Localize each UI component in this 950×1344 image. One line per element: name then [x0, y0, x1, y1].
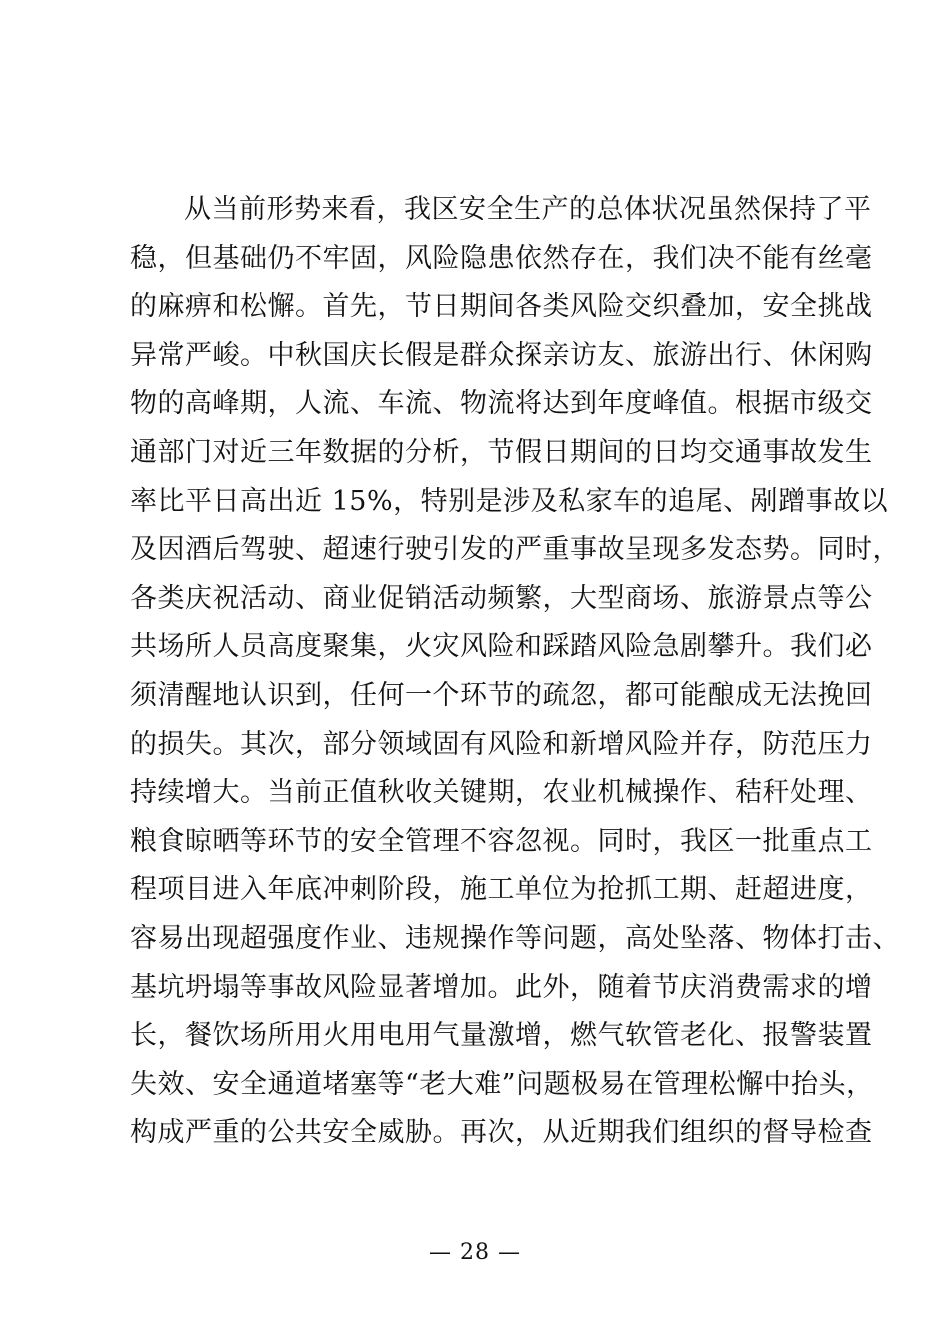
text-line: 基坑坍塌等事故风险显著增加。此外，随着节庆消费需求的增 [130, 971, 873, 1003]
text-line: 的损失。其次，部分领域固有风险和新增风险并存，防范压力 [130, 728, 873, 760]
text-line: 须清醒地认识到，任何一个环节的疏忽，都可能酿成无法挽回 [130, 679, 873, 711]
text-line: 异常严峻。中秋国庆长假是群众探亲访友、旅游出行、休闲购 [130, 339, 873, 371]
text-line: 物的高峰期，人流、车流、物流将达到年度峰值。根据市级交 [130, 388, 873, 420]
text-line: 构成严重的公共安全威胁。再次，从近期我们组织的督导检查 [130, 1117, 873, 1149]
text-line: 各类庆祝活动、商业促销活动频繁，大型商场、旅游景点等公 [130, 582, 873, 614]
text-line: 粮食晾晒等环节的安全管理不容忽视。同时，我区一批重点工 [130, 825, 873, 857]
text-line: 程项目进入年底冲刺阶段，施工单位为抢抓工期、赶超进度， [130, 874, 873, 906]
text-line: 的麻痹和松懈。首先，节日期间各类风险交织叠加，安全挑战 [130, 291, 873, 323]
text-line: 持续增大。当前正值秋收关键期，农业机械操作、秸秆处理、 [130, 777, 873, 809]
text-line: 率比平日高出近 15%，特别是涉及私家车的追尾、剐蹭事故以 [130, 485, 889, 517]
text-line: 失效、安全通道堵塞等“老大难”问题极易在管理松懈中抬头， [130, 1068, 874, 1100]
text-line: 从当前形势来看，我区安全生产的总体状况虽然保持了平 [184, 194, 872, 225]
text-line: 通部门对近三年数据的分析，节假日期间的日均交通事故发生 [130, 436, 873, 468]
text-line: 稳，但基础仍不牢固，风险隐患依然存在，我们决不能有丝毫 [130, 242, 873, 274]
text-line: 共场所人员高度聚集，火灾风险和踩踏风险急剧攀升。我们必 [130, 631, 873, 663]
page-number: — 28 — [429, 1240, 521, 1265]
text-line: 容易出现超强度作业、违规操作等问题，高处坠落、物体打击、 [130, 922, 900, 954]
text-line: 及因酒后驾驶、超速行驶引发的严重事故呈现多发态势。同时， [130, 534, 900, 566]
body-paragraph [130, 186, 900, 1158]
text-line: 长，餐饮场所用火用电用气量激增，燃气软管老化、报警装置 [130, 1020, 873, 1052]
